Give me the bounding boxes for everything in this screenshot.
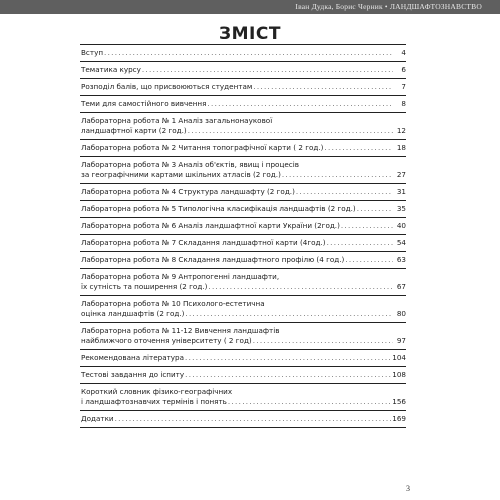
toc-entry-title	[81, 326, 394, 346]
toc-entry-line	[81, 238, 394, 248]
toc-entry-text: і ландшафтознавчих термінів і понять	[81, 397, 227, 406]
toc-page-number: 80	[396, 309, 406, 318]
toc-page-number: 54	[396, 238, 406, 247]
toc-entry-text: Лабораторна робота № 4 Структура ландшафту (2 год.)	[81, 187, 295, 196]
toc-page-number: 27	[396, 170, 406, 179]
toc-leader-dots	[296, 187, 393, 197]
toc-entry[interactable]	[80, 201, 406, 218]
toc-page-number: 169	[392, 414, 406, 423]
toc-leader-dots	[327, 238, 393, 248]
toc-entry-text: Розподіл балів, що присвоюються студентам	[81, 82, 253, 91]
toc-leader-dots	[142, 65, 393, 75]
toc-entry[interactable]	[80, 218, 406, 235]
toc-entry-title	[81, 143, 394, 153]
toc-entry[interactable]	[80, 62, 406, 79]
toc-entry-title	[81, 82, 394, 92]
toc-entry[interactable]	[80, 367, 406, 384]
toc-leader-dots	[341, 221, 393, 231]
toc-entry-line	[81, 170, 394, 180]
toc-entry-text: ландшафтної карти (2 год.)	[81, 126, 187, 135]
toc-entry-text: оцінка ландшафтів (2 год.)	[81, 309, 185, 318]
toc-entry-text: Теми для самостійного вивчення	[81, 99, 207, 108]
toc-entry-line	[81, 126, 394, 136]
toc-leader-dots	[345, 255, 393, 265]
toc-entry-text: Лабораторна робота № 8 Складання ландшафтного профілю (4 год.)	[81, 255, 345, 264]
toc-entry[interactable]	[80, 384, 406, 411]
toc-entry[interactable]	[80, 252, 406, 269]
toc-entry-title	[81, 255, 394, 265]
toc-entry-title	[81, 272, 394, 292]
toc-entry-text: Лабораторна робота № 9 Антропогенні ландшафти,	[81, 272, 280, 281]
toc-entry-line	[81, 65, 394, 75]
toc-entry-text: Вступ	[81, 48, 104, 57]
toc-entry[interactable]	[80, 184, 406, 201]
toc-entry-line	[81, 272, 394, 282]
toc-page-number: 67	[396, 282, 406, 291]
toc-entry-line	[81, 370, 392, 380]
toc-entry-line	[81, 414, 392, 424]
toc-entry[interactable]	[80, 113, 406, 140]
toc-entry-text: Тестові завдання до іспиту	[81, 370, 185, 379]
toc-page-number: 6	[401, 65, 406, 74]
toc-entry-line	[81, 299, 394, 309]
toc-entry-line	[81, 99, 394, 109]
toc-entry-text: Лабораторна робота № 10 Психолого-естетична	[81, 299, 265, 308]
toc-leader-dots	[253, 82, 393, 92]
toc-entry[interactable]	[80, 323, 406, 350]
running-header-title: Іван Дудка, Борис Черник • ЛАНДШАФТОЗНАВСТВО	[295, 2, 482, 11]
toc-page-number: 63	[396, 255, 406, 264]
toc-entry[interactable]	[80, 45, 406, 62]
toc-page-number: 8	[401, 99, 406, 108]
toc-entry-title	[81, 238, 394, 248]
toc-leader-dots	[357, 204, 393, 214]
toc-entry-title	[81, 370, 392, 380]
toc-entry-line	[81, 336, 394, 346]
toc-leader-dots	[185, 370, 391, 380]
toc-page-number: 108	[392, 370, 406, 379]
toc-leader-dots	[115, 414, 392, 424]
toc-leader-dots	[185, 309, 393, 319]
toc-entry-title	[81, 353, 392, 363]
toc-leader-dots	[282, 170, 393, 180]
toc-page-number: 104	[392, 353, 406, 362]
toc-entry[interactable]	[80, 157, 406, 184]
toc-entry-text: Лабораторна робота № 11-12 Вивчення ландшафтів	[81, 326, 280, 335]
toc-entry[interactable]	[80, 350, 406, 367]
toc-entry-line	[81, 187, 394, 197]
toc-entry-title	[81, 204, 394, 214]
toc-leader-dots	[185, 353, 391, 363]
toc-page-number: 35	[396, 204, 406, 213]
toc-leader-dots	[228, 397, 391, 407]
toc-entry-title	[81, 116, 394, 136]
toc-entry-line	[81, 326, 394, 336]
toc-page-number: 4	[401, 48, 406, 57]
toc-entry-line	[81, 221, 394, 231]
toc-entry-line	[81, 204, 394, 214]
toc-entry-text: Лабораторна робота № 7 Складання ландшафтної карти (4год.)	[81, 238, 326, 247]
toc-entry[interactable]	[80, 269, 406, 296]
toc-entry[interactable]	[80, 411, 406, 428]
toc-entry-text: Тематика курсу	[81, 65, 141, 74]
toc-entry-line	[81, 143, 394, 153]
toc-entry-text: Лабораторна робота № 1 Аналіз загальнонаукової	[81, 116, 273, 125]
toc-page-number: 31	[396, 187, 406, 196]
toc-entry-line	[81, 353, 392, 363]
toc-entry-text: за географічними картами шкільних атласів (2 год.)	[81, 170, 281, 179]
toc-entry-text: Лабораторна робота № 3 Аналіз об'єктів, явищ і процесів	[81, 160, 299, 169]
table-of-contents	[80, 44, 406, 428]
running-header-bar	[0, 0, 500, 14]
toc-entry-line	[81, 309, 394, 319]
toc-entry-title	[81, 299, 394, 319]
toc-entry-text: Лабораторна робота № 2 Читання топографічної карти ( 2 год.)	[81, 143, 324, 152]
toc-entry-title	[81, 160, 394, 180]
toc-entry-text: Рекомендована література	[81, 353, 185, 362]
toc-leader-dots	[188, 126, 393, 136]
toc-page-number: 12	[396, 126, 406, 135]
toc-entry-text: найближчого оточення університету ( 2 год)	[81, 336, 252, 345]
page-number: 3	[406, 484, 410, 493]
toc-entry-line	[81, 116, 394, 126]
toc-entry-text: Короткий словник фізико-географічних	[81, 387, 233, 396]
toc-page-number: 97	[396, 336, 406, 345]
toc-entry-line	[81, 387, 392, 397]
toc-leader-dots	[207, 99, 393, 109]
toc-entry[interactable]	[80, 235, 406, 252]
toc-entry-title	[81, 65, 394, 75]
toc-entry-line	[81, 397, 392, 407]
toc-entry[interactable]	[80, 79, 406, 96]
toc-leader-dots	[104, 48, 393, 58]
toc-entry-title	[81, 221, 394, 231]
toc-entry-title	[81, 414, 392, 424]
toc-leader-dots	[324, 143, 393, 153]
toc-entry-text: їх сутність та поширення (2 год.)	[81, 282, 208, 291]
toc-entry-line	[81, 255, 394, 265]
toc-entry-text: Додатки	[81, 414, 114, 423]
toc-entry-title	[81, 99, 394, 109]
toc-entry-line	[81, 282, 394, 292]
toc-page-number: 40	[396, 221, 406, 230]
toc-page-number: 156	[392, 397, 406, 406]
toc-entry-line	[81, 160, 394, 170]
toc-entry-text: Лабораторна робота № 5 Типологічна класифікація ландшафтів (2 год.)	[81, 204, 356, 213]
toc-page-number: 7	[401, 82, 406, 91]
toc-entry[interactable]	[80, 140, 406, 157]
toc-entry-line	[81, 48, 394, 58]
toc-entry[interactable]	[80, 296, 406, 323]
toc-entry[interactable]	[80, 96, 406, 113]
toc-entry-title	[81, 48, 394, 58]
page-title: ЗМІСТ	[219, 24, 281, 44]
toc-leader-dots	[253, 336, 393, 346]
toc-page-number: 18	[396, 143, 406, 152]
toc-entry-title	[81, 187, 394, 197]
toc-entry-text: Лабораторна робота № 6 Аналіз ландшафтної карти України (2год.)	[81, 221, 340, 230]
toc-entry-title	[81, 387, 392, 407]
toc-leader-dots	[208, 282, 393, 292]
toc-entry-line	[81, 82, 394, 92]
